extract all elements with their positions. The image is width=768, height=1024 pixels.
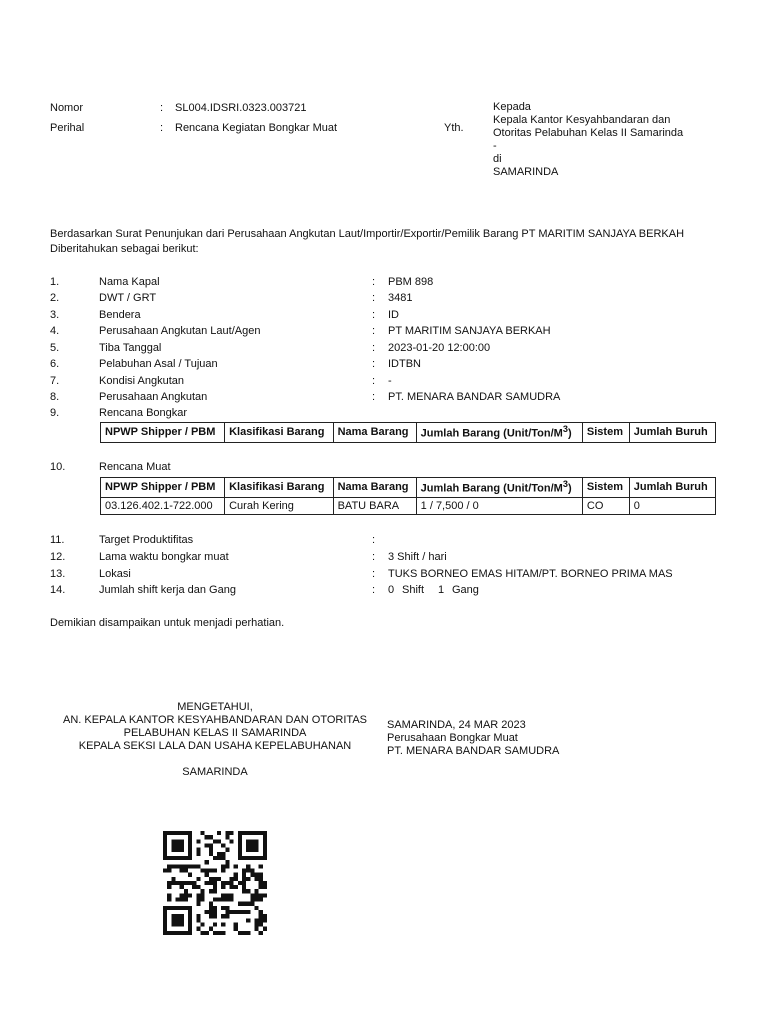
item-colon: : [372,309,376,321]
item-number: 8. [50,391,60,403]
closing-text: Demikian disampaikan untuk menjadi perhatian. [50,617,285,629]
signature-left-line: SAMARINDA [182,766,248,778]
shift-label: Shift [402,584,425,596]
signature-left-line: AN. KEPALA KANTOR KESYAHBANDARAN DAN OTORITAS [62,714,367,726]
item-value: ID [388,309,399,321]
item-number: 1. [50,276,60,288]
list-item [0,374,768,390]
gang-label: Gang [452,584,479,596]
list-item [0,291,768,307]
item-colon: : [372,584,376,596]
item-number: 4. [50,325,60,337]
col-npwp: NPWP Shipper / PBM [101,478,225,498]
yth-label: Yth. [444,122,464,134]
item-value: 3 Shift / hari [388,551,447,563]
table-row [101,497,716,514]
item-label: Kondisi Angkutan [99,375,185,387]
recipient-line: Otoritas Pelabuhan Kelas II Samarinda [493,127,684,139]
col-klasifikasi: Klasifikasi Barang [225,478,333,498]
list-item [0,406,768,422]
item-label: Lama waktu bongkar muat [99,551,229,563]
item-value: 2023-01-20 12:00:00 [388,342,491,354]
item-value: PT. MENARA BANDAR SAMUDRA [388,391,561,403]
list-item [0,341,768,357]
item-value: PBM 898 [388,276,434,288]
perihal-colon: : [160,122,164,134]
jumlah-label: Jumlah Barang (Unit/Ton/M [420,427,563,440]
item-label: Rencana Bongkar [99,407,188,419]
recipient-line: Kepala Kantor Kesyahbandaran dan [493,114,671,126]
signature-left-line: KEPALA SEKSI LALA DAN USAHA KEPELABUHANAN [78,740,352,752]
item-number: 2. [50,292,60,304]
col-jumlah-barang [416,423,582,443]
item-label: Pelabuhan Asal / Tujuan [99,358,218,370]
item-number: 3. [50,309,60,321]
cell-klasifikasi: Curah Kering [225,497,333,514]
col-npwp: NPWP Shipper / PBM [101,423,225,443]
item-number: 5. [50,342,60,354]
list-item [0,308,768,324]
item-colon: : [372,568,376,580]
recipient-line: Kepada [493,101,531,113]
signature-left-line: MENGETAHUI, [177,701,253,713]
table-header-row [101,478,716,498]
item-value: IDTBN [388,358,421,370]
signature-right-line: Perusahaan Bongkar Muat [387,732,518,744]
item-label: Rencana Muat [99,461,171,473]
item-colon: : [372,292,376,304]
item-number: 14. [50,584,66,596]
item-colon: : [372,325,376,337]
item-value: - [388,375,392,387]
signature-left-line: PELABUHAN KELAS II SAMARINDA [123,727,307,739]
jumlah-close: ) [567,482,572,495]
recipient-block [493,101,683,179]
item-number: 11. [50,534,65,546]
list-item [0,567,768,583]
item-value: PT MARITIM SANJAYA BERKAH [388,325,551,337]
signature-right-line: PT. MENARA BANDAR SAMUDRA [387,745,560,757]
intro-line-1: Berdasarkan Surat Penunjukan dari Perusahaan Angkutan Laut/Importir/Exportir/Pemilik Barang PT MARITIM SANJAYA BERKAH [50,228,685,240]
muat-table [100,477,716,515]
recipient-line: - [493,140,497,152]
list-item [0,324,768,340]
item-number: 6. [50,358,60,370]
item-colon: : [372,358,376,370]
cell-npwp: 03.126.402.1-722.000 [101,497,225,514]
item-label: Lokasi [99,568,131,580]
item-value: 3481 [388,292,413,304]
cell-jumlah-buruh: 0 [629,497,715,514]
bongkar-table [100,422,716,443]
item-label: Jumlah shift kerja dan Gang [99,584,236,596]
signature-left [55,701,375,779]
nomor-label: Nomor [50,102,84,114]
item-colon: : [372,375,376,387]
cell-jumlah-barang: 1 / 7,500 / 0 [416,497,582,514]
table-header-row [101,423,716,443]
jumlah-superscript: 3 [562,424,568,434]
item-number: 12. [50,551,66,563]
signature-right-line: SAMARINDA, 24 MAR 2023 [387,719,526,731]
list-item [0,533,768,549]
item-colon: : [372,276,376,288]
col-jumlah-buruh: Jumlah Buruh [629,478,715,498]
col-nama-barang: Nama Barang [333,478,416,498]
cell-sistem: CO [582,497,629,514]
item-label: Nama Kapal [99,276,160,288]
gang-value: 1 [438,584,445,596]
cell-nama-barang: BATU BARA [333,497,416,514]
item-label: Target Produktifitas [99,534,194,546]
signature-right [387,719,559,758]
list-item [0,357,768,373]
qr-code-icon [163,831,267,935]
item-number: 9. [50,407,60,419]
recipient-line: di [493,153,502,165]
list-item [0,275,768,291]
item-label: Perusahaan Angkutan Laut/Agen [99,325,261,337]
col-klasifikasi: Klasifikasi Barang [225,423,333,443]
item-label: Bendera [99,309,141,321]
item-colon: : [372,551,376,563]
jumlah-close: ) [567,427,572,440]
item-label: Tiba Tanggal [99,342,162,354]
item-label: Perusahaan Angkutan [99,391,208,403]
perihal-value: Rencana Kegiatan Bongkar Muat [175,122,338,134]
col-sistem: Sistem [582,478,629,498]
list-item [0,583,768,599]
perihal-label: Perihal [50,122,85,134]
col-sistem: Sistem [582,423,629,443]
col-nama-barang: Nama Barang [333,423,416,443]
list-item [0,390,768,406]
intro-line-2: Diberitahukan sebagai berikut: [50,243,199,255]
nomor-value: SL004.IDSRI.0323.003721 [175,102,307,114]
item-label: DWT / GRT [99,292,157,304]
item-colon: : [372,391,376,403]
jumlah-label: Jumlah Barang (Unit/Ton/M [420,482,563,495]
item-colon: : [372,534,376,546]
recipient-line: SAMARINDA [493,166,559,178]
jumlah-superscript: 3 [562,479,568,489]
item-value: TUKS BORNEO EMAS HITAM/PT. BORNEO PRIMA MAS [388,568,673,580]
list-item [0,460,768,476]
nomor-colon: : [160,102,164,114]
item-colon: : [372,342,376,354]
signature-left-line [55,753,375,766]
col-jumlah-buruh: Jumlah Buruh [629,423,715,443]
list-item [0,550,768,566]
shift-value: 0 [388,584,395,596]
item-number: 13. [50,568,66,580]
item-number: 7. [50,375,60,387]
col-jumlah-barang [416,478,582,498]
item-number: 10. [50,461,66,473]
